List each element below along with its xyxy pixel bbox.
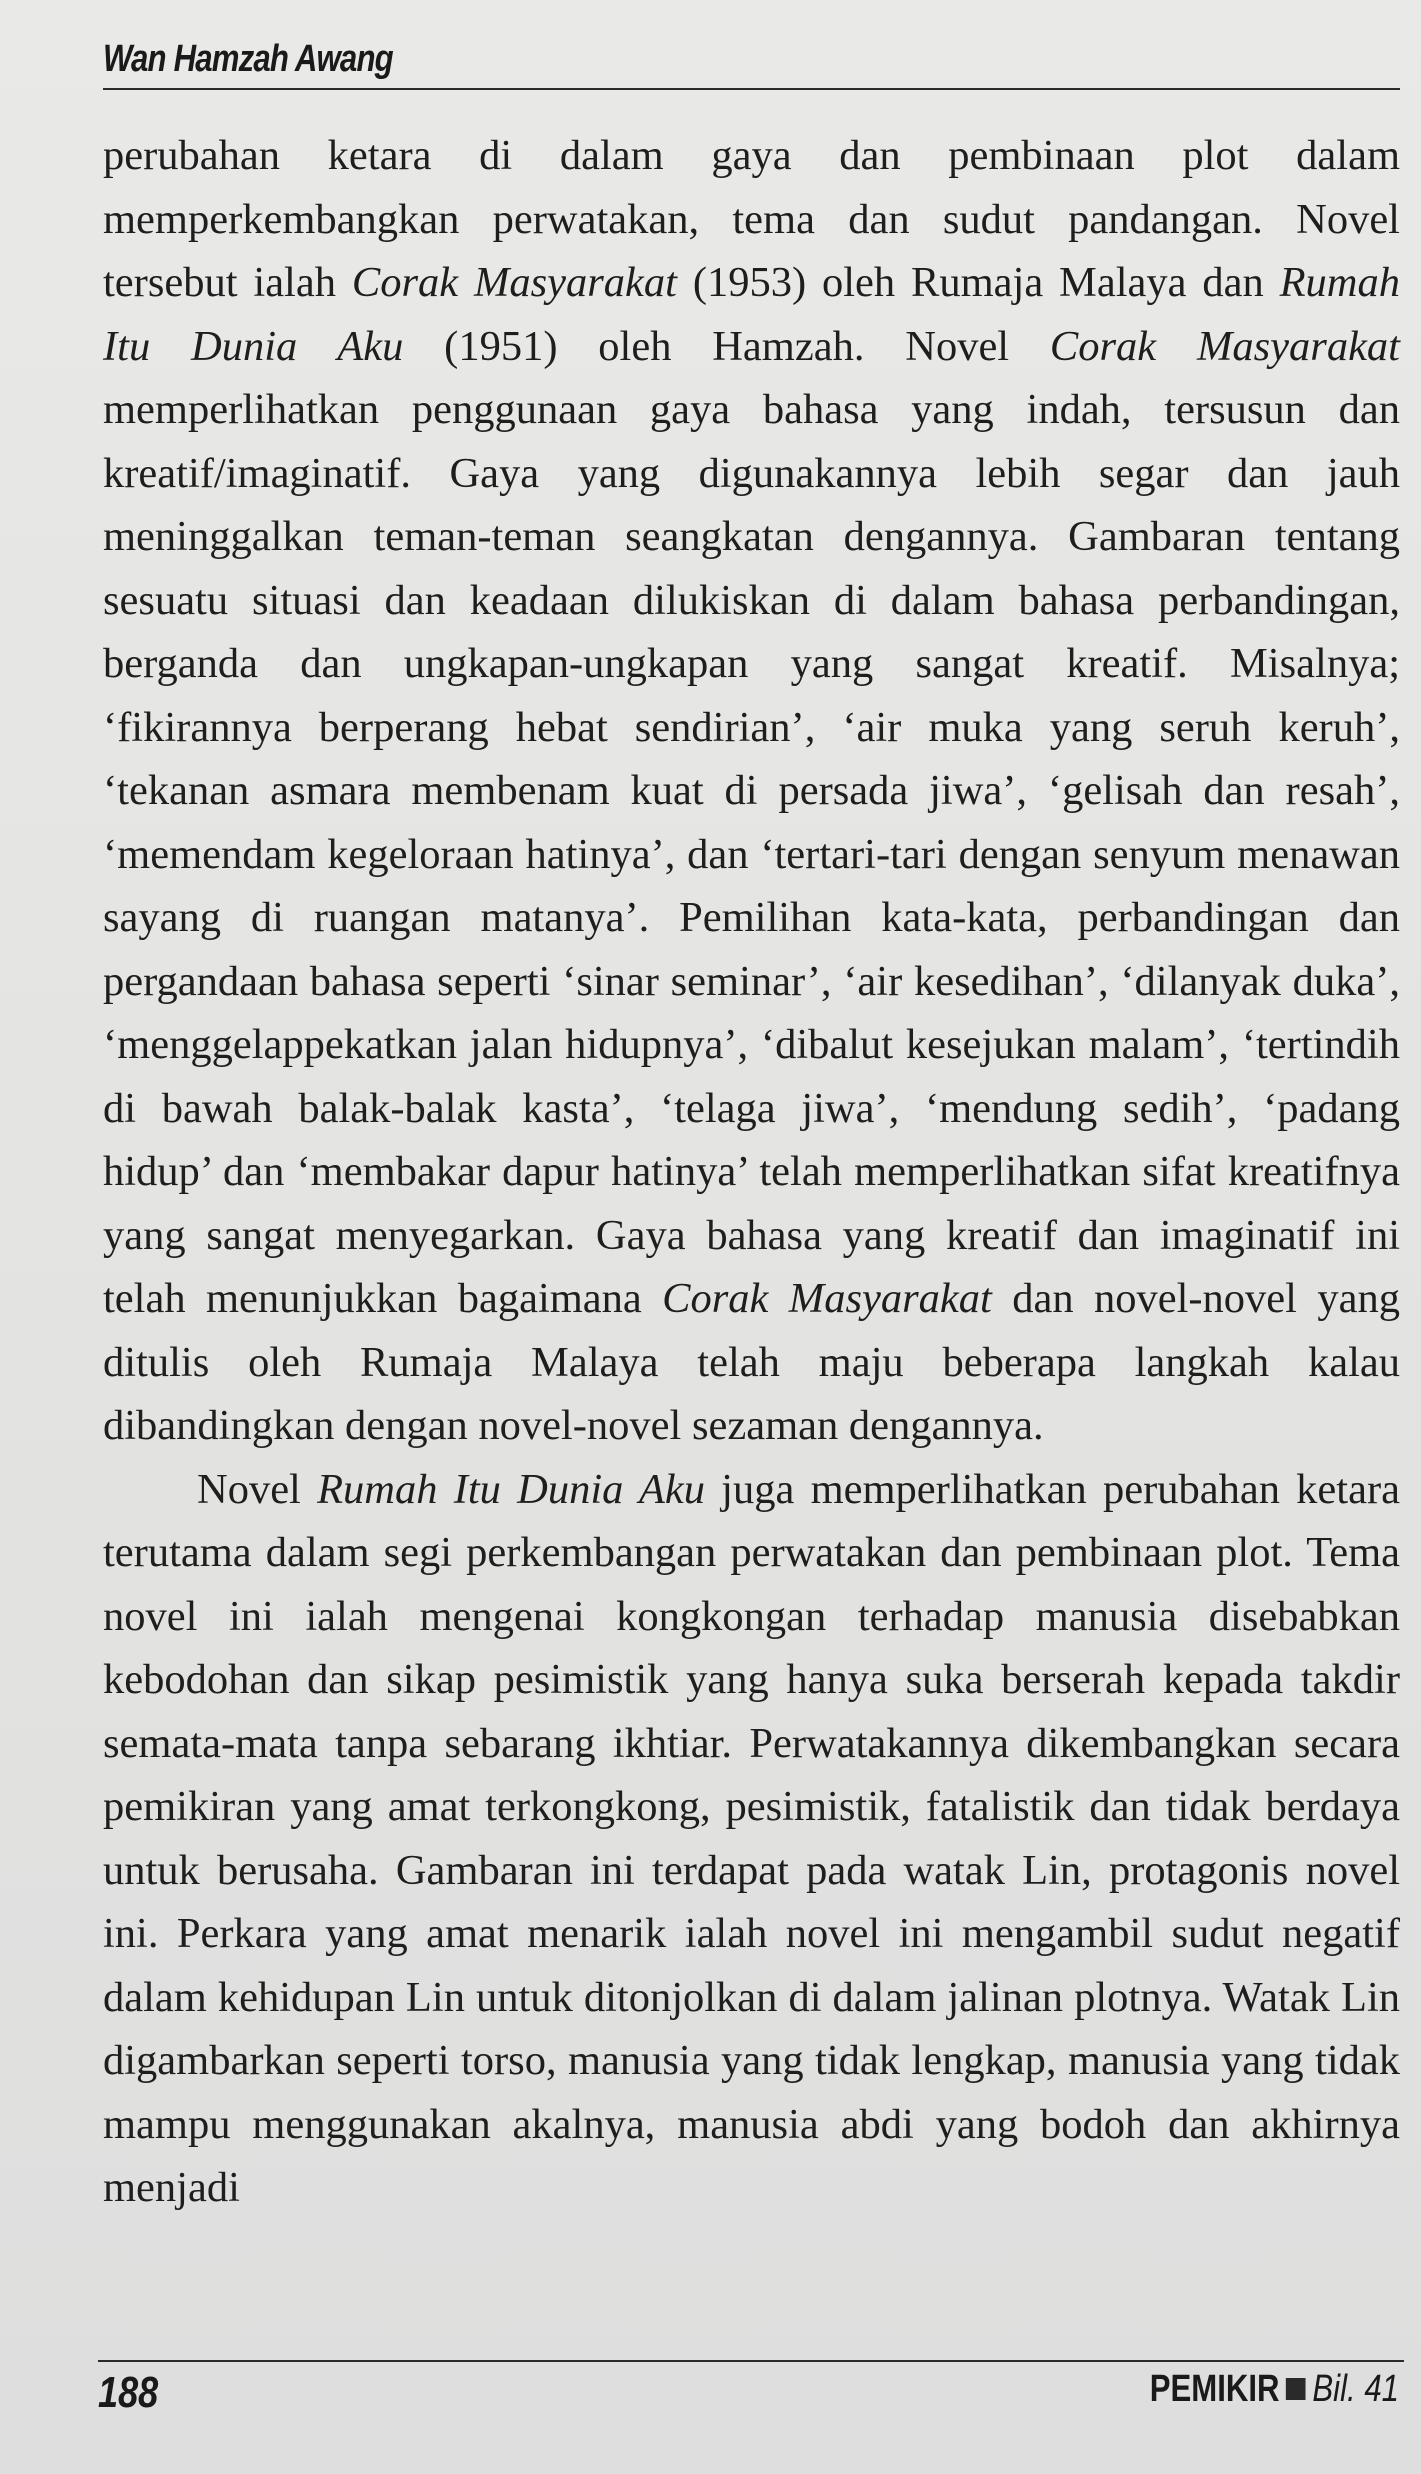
page-number: 188 — [98, 2368, 159, 2417]
square-bullet-icon — [1286, 2378, 1306, 2400]
text-run: (1953) oleh Rumaja Malaya dan — [676, 259, 1280, 306]
paragraph-1 — [103, 124, 1400, 1458]
book-title-italic: Rumah Itu Dunia Aku — [103, 259, 1400, 370]
body-text — [103, 124, 1400, 2220]
journal-name: PEMIKIR — [1149, 2368, 1280, 2410]
book-title-italic: Corak Masyarakat — [351, 259, 677, 306]
text-run: Novel — [197, 1465, 318, 1513]
text-run: (1951) oleh Hamzah. Novel — [403, 322, 1050, 370]
text-run: juga memperlihatkan perubahan ketara terutama dalam segi perkembangan perwatakan dan pembinaan plot. Tema novel ini ialah mengenai kongkongan terhadap manusia disebabkan kebodohan dan sikap pesimistik yang hanya suka berserah kepada takdir semata-mata tanpa sebarang ikhtiar. Perwatakannya dikembangkan secara pemikiran yang amat terkongkong, pesimistik, fatalistik dan tidak berdaya untuk berusaha. Gambaran ini terdapat pada watak Lin, protagonis novel ini. Perkara yang amat menarik ialah novel ini mengambil sudut negatif dalam kehidupan Lin untuk ditonjolkan di dalam jalinan plotnya. Watak Lin digambarkan seperti torso, manusia yang tidak lengkap, manusia yang tidak mampu menggunakan akalnya, manusia abdi yang bodoh dan akhirnya menjadi — [103, 1465, 1400, 2211]
journal-issue: Bil. 41 — [1312, 2368, 1399, 2410]
text-run: dan novel-novel yang ditulis oleh Rumaja Malaya telah maju beberapa langkah kalau dibandingkan dengan novel-novel sezaman dengannya. — [103, 1275, 1400, 1449]
running-header — [103, 38, 1400, 90]
book-title-italic: Corak Masyarakat — [1049, 322, 1400, 370]
paragraph-2 — [103, 1458, 1400, 2220]
book-title-italic: Rumah Itu Dunia Aku — [317, 1465, 705, 1513]
journal-label — [1150, 2368, 1399, 2411]
text-run: perubahan ketara di dalam gaya dan pembinaan plot dalam memperkembangkan perwatakan, tema dan sudut pandangan. Novel tersebut ialah — [103, 132, 1400, 306]
footer-rule — [98, 2360, 1404, 2362]
author-name: Wan Hamzah Awang — [103, 38, 393, 80]
text-run: memperlihatkan penggunaan gaya bahasa yang indah, tersusun dan kreatif/imaginatif. Gaya yang digunakannya lebih segar dan jauh meninggalkan teman-teman seangkatan dengannya. Gambaran tentang sesuatu situasi dan keadaan dilukiskan di dalam bahasa perbandingan, berganda dan ungkapan-ungkapan yang sangat kreatif. Misalnya; ‘fikirannya berperang hebat sendirian’, ‘air muka yang seruh keruh’, ‘tekanan asmara membenam kuat di persada jiwa’, ‘gelisah dan resah’, ‘memendam kegeloraan hatinya’, dan ‘tertari-tari dengan senyum menawan sayang di ruangan matanya’. Pemilihan kata-kata, perbandingan dan pergandaan bahasa seperti ‘sinar seminar’, ‘air kesedihan’, ‘dilanyak duka’, ‘menggelappekatkan jalan hidupnya’, ‘dibalut kesejukan malam’, ‘tertindih di bawah balak-balak kasta’, ‘telaga jiwa’, ‘mendung sedih’, ‘padang hidup’ dan ‘membakar dapur hatinya’ telah memperlihatkan sifat kreatifnya yang sangat menyegarkan. Gaya bahasa yang kreatif dan imaginatif ini telah menunjukkan bagaimana — [103, 386, 1400, 1322]
book-title-italic: Corak Masyarakat — [662, 1275, 992, 1322]
